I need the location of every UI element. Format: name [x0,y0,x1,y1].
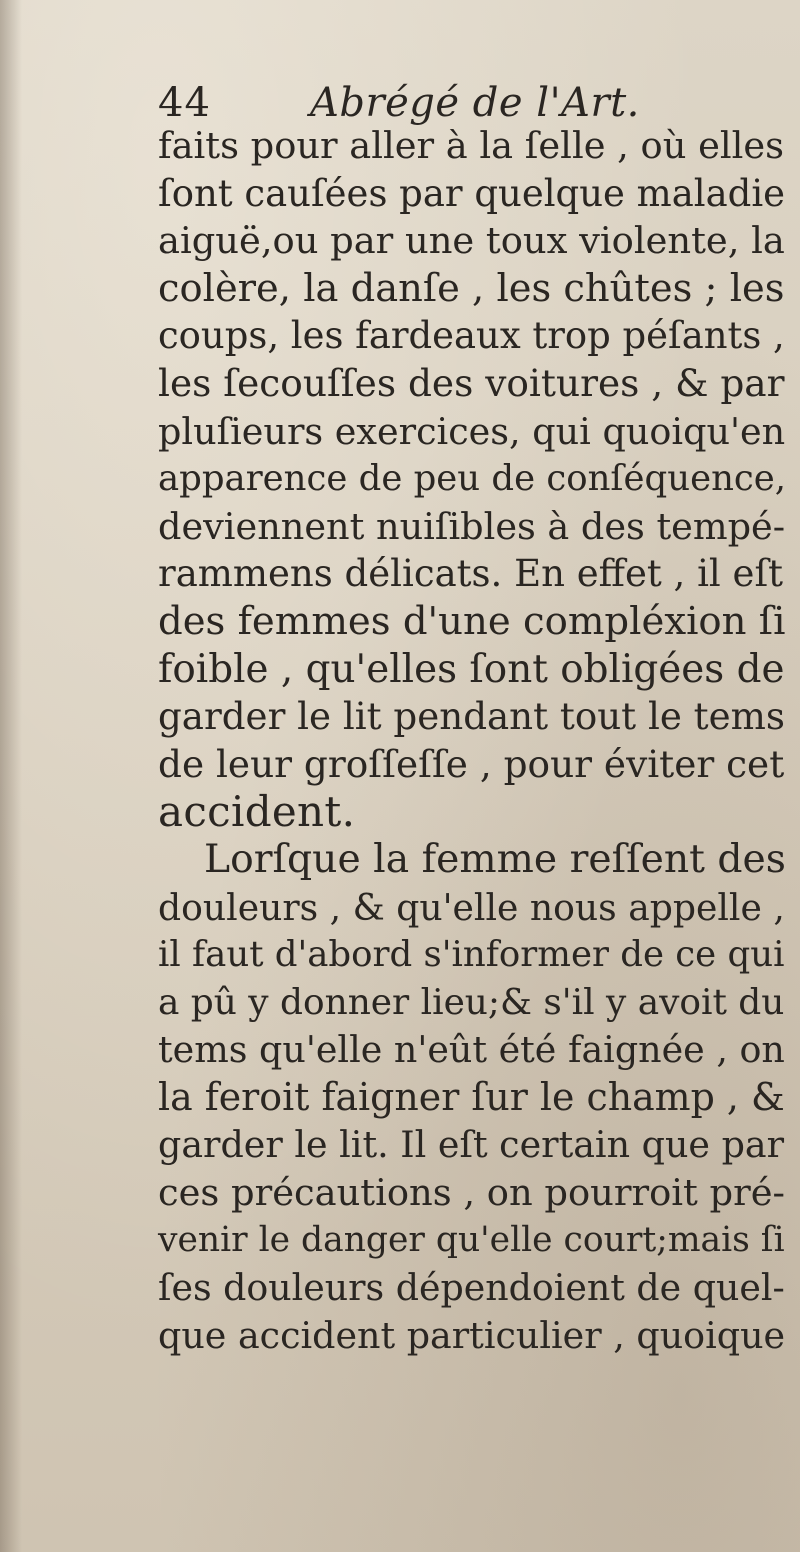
text-line: accident. [158,787,356,837]
text-line: venir le danger qu'elle court;mais ſi [158,1219,785,1260]
text-line: foible , qu'elles ſont obligées de [158,646,785,692]
page-number: 44 [158,80,211,126]
text-line: a pû y donner lieu;& s'il y avoit du [158,981,785,1023]
text-line: colère, la danſe , les chûtes ; les [158,265,785,311]
text-line: tems qu'elle n'eût été faignée , on [158,1028,785,1072]
text-line: deviennent nuiſibles à des tempé- [158,504,786,548]
text-line: faits pour aller à la ſelle , où elles [158,124,785,167]
text-line: ces précautions , on pourroit pré- [158,1171,785,1215]
text-line: que accident particulier , quoique [158,1313,786,1357]
text-line: ſont cauſées par quelque maladie [158,171,786,215]
text-line: douleurs , & qu'elle nous appelle , [158,885,785,929]
running-title: Abrégé de l'Art. [310,80,640,126]
text-line: garder le lit pendant tout le tems [158,694,785,739]
text-line: garder le lit. Il eſt certain que par [158,1123,785,1167]
text-line: coups, les fardeaux trop péſants , [158,314,785,358]
text-line: Lorſque la femme reſſent des [204,836,786,882]
text-line: de leur groſſeſſe , pour éviter cet [158,741,785,786]
text-line: des femmes d'une compléxion ſi [158,598,786,644]
text-line: rammens délicats. En effet , il eſt [158,552,784,596]
paragraph-2 [158,836,798,1360]
text-line: pluſieurs exercices, qui quoiqu'en [158,409,786,453]
text-line: ſes douleurs dépendoient de quel- [158,1266,785,1310]
text-line: aiguë,ou par une toux violente, la [158,219,785,263]
paragraph-1 [158,122,798,836]
page-header [158,78,778,128]
body-text [158,122,798,1359]
text-line: la feroit faigner ſur le champ , & [158,1074,785,1119]
page-gutter-shadow [0,0,22,1552]
text-line: apparence de peu de conſéquence, [158,458,787,500]
text-line: il faut d'abord s'informer de ce qui [158,934,785,976]
text-line: les ſecouſſes des voitures , & par [158,360,785,405]
